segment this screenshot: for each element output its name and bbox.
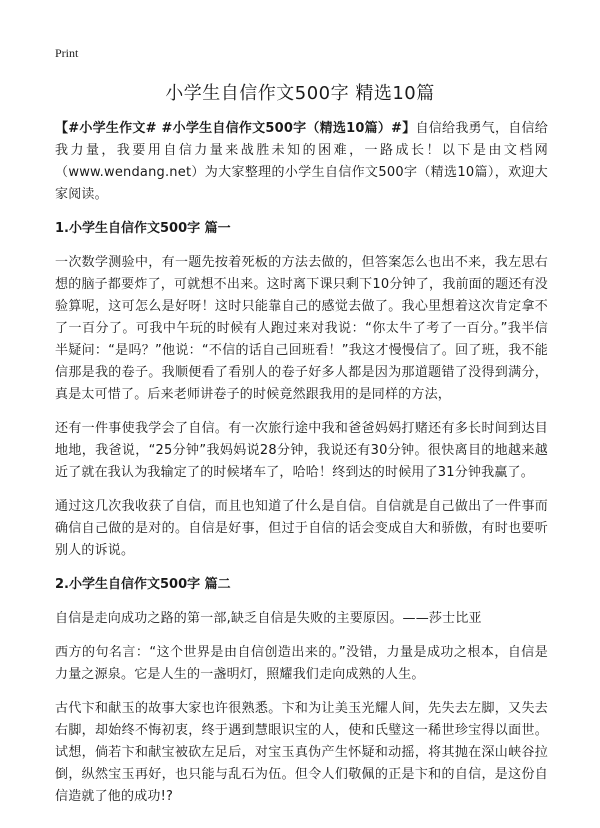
- page-title: 小学生自信作文500字 精选10篇: [165, 83, 435, 104]
- section-paragraph: 通过这几次我收获了自信，而且也知道了什么是自信。自信就是自己做出了一件事而确信自己做的是对的。自信是好事，但过于自信的话会变成自大和骄傲，有时也要听别人的诉说。: [55, 499, 548, 558]
- section-paragraph: 一次数学测验中，有一题先按着死板的方法去做的，但答案怎么也出不来，我左思右想的脑子都要炸了，可就想不出来。这时离下课只剩下10分钟了，我前面的题还有没验算呢，这可怎么是好呀！这时只能靠自己的感觉去做了。我心里想着这次肯定拿不了一百分了。可我中午玩的时候有人跑过来对我说：“你太牛了考了一百分。”我半信半疑问：“是吗？”他说：“不信的话自己回班看！”我这才慢慢信了。回了班，我不能信那是我的卷子。我顺便看了看别人的卷子好多人都是因为那道题错了没得到满分，真是太可惜了。后来老师讲卷子的时候竟然跟我用的是同样的方法，: [55, 255, 548, 402]
- section-heading: 2.小学生自信作文500字 篇二: [55, 577, 231, 592]
- intro-text: 自信给我勇气，自信给我力量，我要用自信力量来战胜未知的困难，一路成长！以下是由文档网（www.wendang.net）为大家整理的小学生自信作文500字（精选10篇），欢迎大家阅读。: [55, 121, 548, 202]
- intro-paragraph: [55, 118, 548, 206]
- section-heading: 1.小学生自信作文500字 篇一: [55, 221, 231, 236]
- article-body: [55, 118, 548, 820]
- section-paragraph: 自信是走向成功之路的第一部,缺乏自信是失败的主要原因。——莎士比亚: [55, 611, 482, 626]
- section-paragraph: 还有一件事使我学会了自信。有一次旅行途中我和爸爸妈妈打赌还有多长时间到达目地地，我爸说，“25分钟”我妈妈说28分钟，我说还有30分钟。很快离目的地越来越近了就在我认为我输定了的时候堵车了，哈哈！终到达的时候用了31分钟我赢了。: [55, 421, 548, 480]
- print-link[interactable]: Print: [55, 46, 79, 60]
- section-paragraph: 西方的句名言：“这个世界是由自信创造出来的。”没错，力量是成功之根本，自信是力量之源泉。它是人生的一盏明灯，照耀我们走向成熟的人生。: [55, 645, 548, 682]
- intro-tag: 【#小学生作文# #小学生自信作文500字（精选10篇）#】: [55, 121, 416, 136]
- section-paragraph: 古代卞和献玉的故事大家也许很熟悉。卞和为让美玉光耀人间，先失去左脚，又失去右脚，却始终不悔初衷，终于遇到慧眼识宝的人，使和氏璧这一稀世珍宝得以面世。试想，倘若卞和献宝被砍左足后，对宝玉真伪产生怀疑和动摇，将其抛在深山峡谷拉倒，纵然宝玉再好，也只能与乱石为伍。但令人们敬佩的正是卞和的自信，是这份自信造就了他的成功!?: [55, 701, 548, 804]
